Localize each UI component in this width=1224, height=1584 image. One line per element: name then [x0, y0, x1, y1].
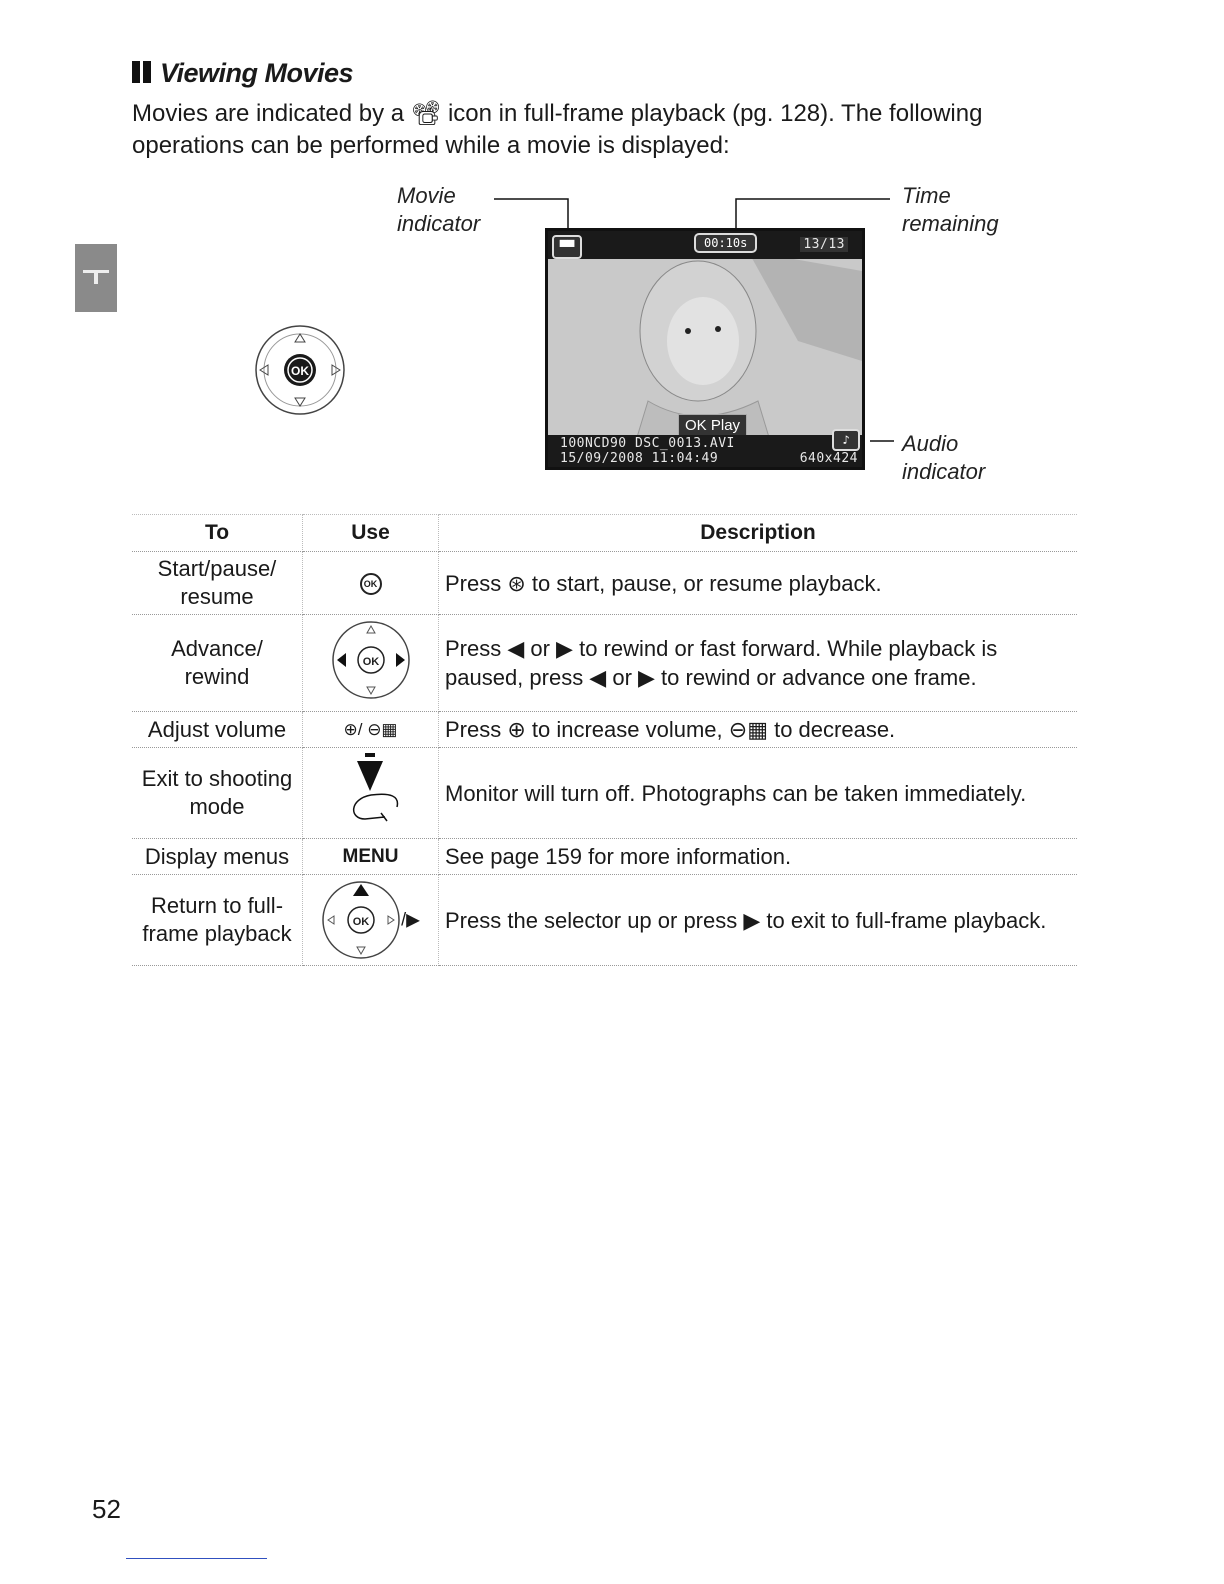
date-time-info: 15/09/2008 11:04:49 [560, 451, 719, 466]
header-description: Description [439, 515, 1078, 552]
footer-rule [126, 1558, 267, 1559]
section-heading [132, 58, 353, 90]
audio-indicator-icon: ♪ [832, 429, 860, 451]
menu-button-label: MENU [342, 845, 399, 867]
row-use [303, 839, 439, 875]
time-remaining-value: 00:10s [704, 236, 748, 250]
movie-operations-table [132, 514, 1077, 966]
page-number: 52 [92, 1494, 121, 1524]
playback-button-glyph: /▶ [401, 909, 420, 930]
row-to: Advance/ rewind [132, 615, 303, 712]
svg-text:OK: OK [362, 656, 379, 668]
time-remaining-badge [694, 233, 757, 253]
header-use: Use [303, 515, 439, 552]
folder-file-info: 100NCD90 DSC_0013.AVI [560, 436, 735, 451]
play-prompt-label: Play [710, 417, 741, 434]
row-to: Display menus [132, 839, 303, 875]
callout-audio-indicator [902, 430, 985, 486]
row-to: Exit to shooting mode [132, 748, 303, 839]
svg-text:OK: OK [291, 364, 309, 378]
row-use [303, 615, 439, 712]
row-description: Press ◀ or ▶ to rewind or fast forward. While playback is paused, press ◀ or ▶ to rewind or advance one frame. [439, 615, 1078, 712]
table-row [132, 712, 1077, 748]
callout-audio-line2: indicator [902, 459, 986, 484]
playback-tab-icon [81, 266, 111, 290]
row-use: ⊕/ ⊖▦ [303, 712, 439, 748]
row-description: See page 159 for more information. [439, 839, 1078, 875]
header-to: To [132, 515, 303, 552]
heading-text: Viewing Movies [160, 58, 354, 88]
row-to: Return to full- frame playback [132, 875, 303, 966]
callout-movie-line2: indicator [397, 211, 481, 236]
callout-time-line1: Time [902, 183, 951, 208]
svg-text:OK: OK [352, 916, 370, 928]
row-to: Start/pause/ resume [132, 552, 303, 615]
multi-selector-diagram [252, 324, 348, 416]
movie-indicator-icon: ▀▀ [552, 235, 582, 259]
table-row [132, 875, 1077, 966]
ok-button-icon: OK [360, 573, 382, 595]
heading-bars-icon [132, 59, 154, 90]
row-use [303, 748, 439, 839]
chapter-tab-marker [75, 244, 117, 312]
selector-up-icon [321, 878, 401, 962]
callout-audio-line1: Audio [902, 431, 959, 456]
callout-time-line2: remaining [902, 211, 999, 236]
row-use [303, 552, 439, 615]
row-use [303, 875, 439, 966]
play-prompt [678, 414, 747, 437]
frame-count: 13/13 [800, 237, 848, 252]
callout-movie-line1: Movie [397, 183, 456, 208]
row-description: Press ⊛ to start, pause, or resume playback. [439, 552, 1078, 615]
callout-movie-indicator [397, 182, 480, 238]
intro-paragraph: Movies are indicated by a 📽 icon in full-frame playback (pg. 128). The following operations can be performed while a movie is displayed: [132, 100, 983, 159]
row-to: Adjust volume [132, 712, 303, 748]
row-description: Press the selector up or press ▶ to exit to full-frame playback. [439, 875, 1078, 966]
play-prompt-ok: OK [685, 417, 707, 434]
selector-left-right-icon [329, 618, 413, 702]
table-row [132, 839, 1077, 875]
row-description: Press ⊕ to increase volume, ⊖▦ to decrease. [439, 712, 1078, 748]
shutter-release-press-icon [341, 751, 401, 829]
row-description: Monitor will turn off. Photographs can be taken immediately. [439, 748, 1078, 839]
lcd-monitor-preview [545, 228, 865, 470]
table-row [132, 615, 1077, 712]
image-size-info: 640x424 [799, 451, 858, 466]
table-row [132, 552, 1077, 615]
callout-time-remaining [902, 182, 999, 238]
table-header-row [132, 515, 1077, 552]
table-row [132, 748, 1077, 839]
